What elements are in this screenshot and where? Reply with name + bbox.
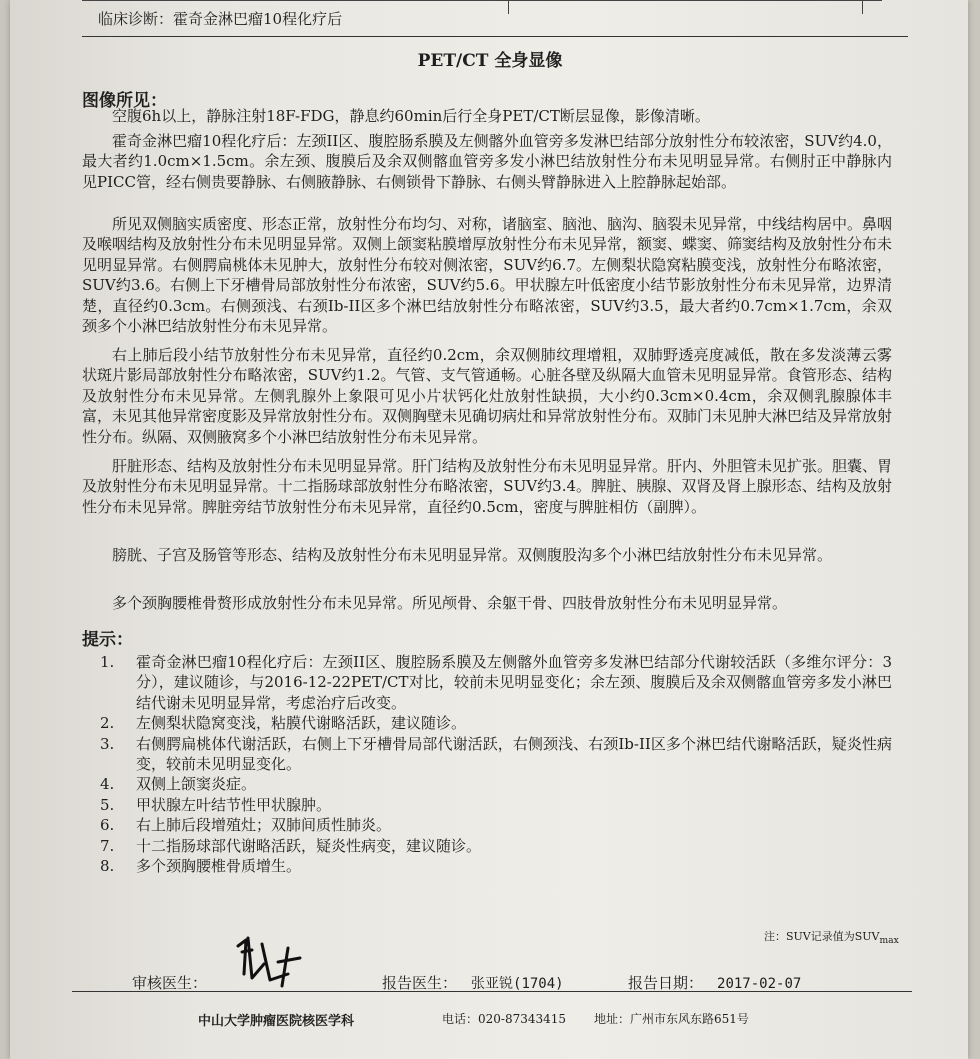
table-divider: [862, 0, 863, 14]
finding-paragraph: 空腹6h以上，静脉注射18F-FDG，静息约60min后行全身PET/CT断层显像，影像清晰。: [112, 107, 710, 125]
item-text: 双侧上颌窦炎症。: [136, 775, 257, 794]
impression-item: [100, 856, 892, 876]
finding-paragraph: 肝脏形态、结构及放射性分布未见明显异常。肝门结构及放射性分布未见明显异常。肝内、外胆管未见扩张。胆囊、胃及放射性分布未见明显异常。十二指肠球部放射性分布略浓密，SUV约3.4。脾脏、胰腺、双肾及肾上腺形态、结构及放射性分布未见异常。脾脏旁结节放射性分布未见异常，直径约0.5cm，密度与脾脏相仿（副脾）。: [82, 457, 893, 516]
item-number: 2.: [100, 714, 115, 733]
impression-item: [100, 815, 892, 835]
impression-item: [100, 652, 892, 713]
finding-paragraph: 多个颈胸腰椎骨赘形成放射性分布未见异常。所见颅骨、余躯干骨、四肢骨放射性分布未见明显异常。: [112, 594, 788, 612]
hospital-name: 中山大学肿瘤医院核医学科: [198, 1014, 355, 1029]
suv-note-text: 注：SUV记录值为SUV: [764, 930, 880, 943]
impression-heading: 提示：: [82, 630, 133, 650]
handwritten-signature: [218, 934, 308, 1004]
item-number: 6.: [100, 816, 115, 835]
suv-note-subscript: max: [879, 935, 899, 947]
finding-paragraph: 膀胱、子宫及肠管等形态、结构及放射性分布未见明显异常。双侧腹股沟多个小淋巴结放射性分布未见异常。: [112, 546, 833, 564]
impression-item: [100, 734, 892, 775]
findings-heading: 图像所见：: [82, 91, 167, 111]
reviewer-label: 审核医生：: [132, 974, 208, 992]
finding-paragraph: 右上肺后段小结节放射性分布未见异常，直径约0.2cm，余双侧肺纹理增粗，双肺野透亮度减低，散在多发淡薄云雾状斑片影局部放射性分布略浓密，SUV约1.2。气管、支气管通畅。心脏各壁及纵隔大血管未见明显异常。食管形态、结构及放射性分布未见异常。左侧乳腺外上象限可见小片状钙化灶放射性缺损，大小约0.3cm×0.4cm，余双侧乳腺腺体丰富，未见其他异常密度影及异常放射性分布。双侧胸壁未见确切病灶和异常放射性分布。双肺门未见肿大淋巴结及异常放射性分布。纵隔、双侧腋窝多个小淋巴结放射性分布未见异常。: [82, 346, 893, 446]
item-number: 8.: [100, 857, 115, 876]
item-text: 多个颈胸腰椎骨质增生。: [136, 857, 302, 876]
top-rule: [82, 0, 882, 2]
item-text: 左侧梨状隐窝变浅，粘膜代谢略活跃，建议随诊。: [136, 714, 467, 733]
item-text: 右侧腭扁桃体代谢活跃，右侧上下牙槽骨局部代谢活跃，右侧颈浅、右颈Ib-II区多个淋巴结代谢略活跃，疑炎性病变，较前未见明显变化。: [136, 734, 892, 774]
impression-item: [100, 795, 892, 815]
item-number: 4.: [100, 775, 115, 794]
reporter-field: [382, 972, 564, 993]
item-text: 十二指肠球部代谢略活跃，疑炎性病变，建议随诊。: [136, 836, 482, 855]
report-title: PET/CT 全身显像: [417, 51, 563, 71]
impression-list: [100, 652, 892, 876]
item-text: 甲状腺左叶结节性甲状腺肿。: [136, 795, 332, 814]
report-date: 2017-02-07: [717, 976, 802, 992]
item-text: 霍奇金淋巴瘤10程化疗后：左颈II区、腹腔肠系膜及左侧髂外血管旁多发淋巴结部分代谢较活跃（多维尔评分：3分），建议随诊，与2016-12-22PET/CT对比，较前未见明显变化；余左颈、腹膜后及余双侧髂血管旁多发小淋巴结代谢未见明显异常，考虑治疗后改变。: [136, 653, 892, 712]
item-number: 1.: [100, 653, 115, 671]
date-field: [628, 972, 801, 993]
impression-item: [100, 713, 892, 733]
hospital-phone: 电话：020-87343415: [442, 1012, 567, 1026]
date-label: 报告日期：: [628, 974, 704, 992]
footer-rule: [72, 991, 912, 992]
title-rule: [82, 36, 908, 37]
reporter-label: 报告医生：: [382, 974, 458, 992]
suv-note: [764, 928, 899, 946]
item-text: 右上肺后段增殖灶；双肺间质性肺炎。: [136, 816, 392, 835]
item-number: 5.: [100, 795, 115, 814]
finding-paragraph: 霍奇金淋巴瘤10程化疗后：左颈II区、腹腔肠系膜及左侧髂外血管旁多发淋巴结部分放射性分布较浓密，SUV约4.0，最大者约1.0cm×1.5cm。余左颈、腹膜后及余双侧髂血管旁多发小淋巴结放射性分布未见明显异常。右侧肘正中静脉内见PICC管，经右侧贵要静脉、右侧腋静脉、右侧锁骨下静脉、右侧头臂静脉进入上腔静脉起始部。: [82, 132, 892, 191]
impression-item: [100, 774, 892, 794]
item-number: 7.: [100, 836, 115, 855]
reporter-name: 张亚锐(1704): [471, 976, 564, 992]
finding-paragraph: 所见双侧脑实质密度、形态正常，放射性分布均匀、对称，诸脑室、脑池、脑沟、脑裂未见异常，中线结构居中。鼻咽及喉咽结构及放射性分布未见明显异常。双侧上颌窦粘膜增厚放射性分布未见异常，额窦、蝶窦、筛窦结构及放射性分布未见明显异常。右侧腭扁桃体未见肿大，放射性分布较对侧浓密，SUV约6.7。左侧梨状隐窝粘膜变浅，放射性分布略浓密，SUV约3.6。右侧上下牙槽骨局部放射性分布浓密，SUV约5.6。甲状腺左叶低密度小结节影放射性分布未见异常，边界清楚，直径约0.3cm。右侧颈浅、右颈Ib-II区多个淋巴结放射性分布略浓密，SUV约3.5，最大者约0.7cm×1.7cm，余双颈多个小淋巴结放射性分布未见异常。: [82, 215, 893, 336]
hospital-address: 地址：广州市东风东路651号: [594, 1012, 749, 1026]
table-divider: [508, 0, 509, 14]
clinical-diagnosis: 临床诊断：霍奇金淋巴瘤10程化疗后: [98, 10, 343, 28]
impression-item: [100, 836, 892, 856]
item-number: 3.: [100, 734, 115, 753]
